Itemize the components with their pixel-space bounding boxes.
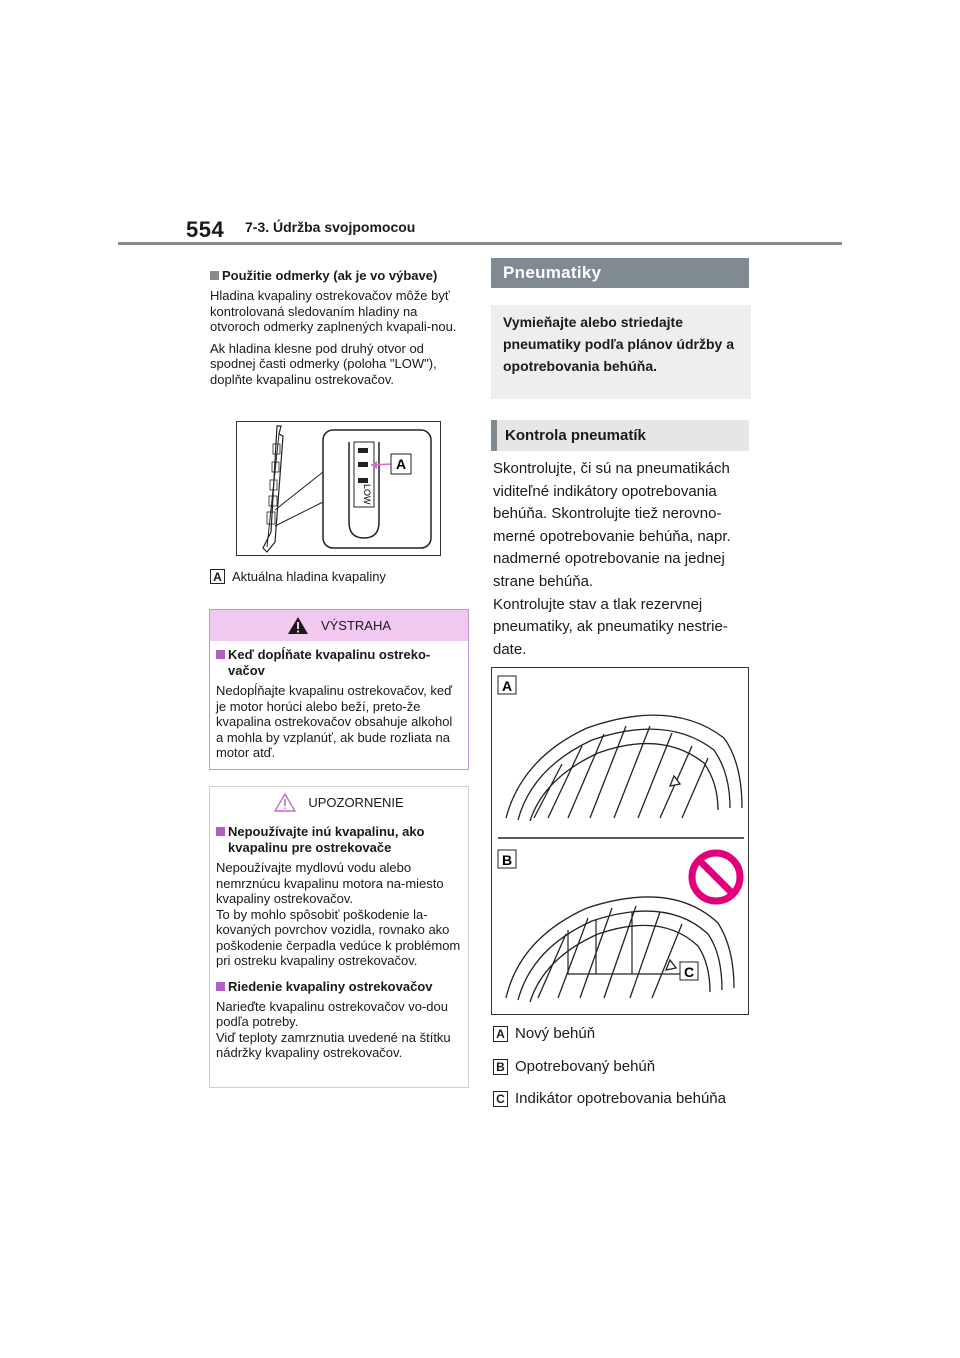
dipstick-illustration <box>237 422 440 555</box>
tires-intro: Vymieňajte alebo striedajte pneumatiky podľa plánov údržby a opotrebovania behúňa. <box>491 305 751 399</box>
warning-header <box>210 610 468 641</box>
warning-box <box>209 609 469 770</box>
label-a: A <box>501 678 513 694</box>
figure-caption <box>210 569 386 584</box>
caution-text-2: Narieďte kvapalinu ostrekovačov vo-dou podľa potreby. <box>216 998 449 1029</box>
tire-figure <box>491 667 749 1015</box>
label-c: C <box>683 964 695 980</box>
tire-check-title: Kontrola pneumatík <box>505 427 646 444</box>
washer-gauge-section <box>210 268 470 387</box>
caution-body <box>210 818 468 1061</box>
caution-triangle-icon <box>274 793 296 812</box>
warning-title: VÝSTRAHA <box>320 618 392 633</box>
gauge-para-2: Ak hladina klesne pod druhý otvor od spodnej časti odmerky (poloha "LOW"), doplňte kvapalinu ostrekovačov. <box>210 340 437 387</box>
caution-heading-2: Riedenie kvapaliny ostrekovačov <box>216 979 462 995</box>
callout-a: A <box>395 456 407 472</box>
gauge-para-1: Hladina kvapaliny ostrekovačov môže byť kontrolovaná sledovaním hladiny na otvoroch odmerky zaplnených kvapali-nou. <box>210 288 457 334</box>
warning-body <box>210 641 468 761</box>
bullet-square-icon <box>216 650 225 659</box>
gauge-heading: Použitie odmerky (ak je vo výbave) <box>210 268 470 284</box>
bullet-square-icon <box>216 982 225 991</box>
new-tire-drawing <box>506 715 742 821</box>
caution-heading-1: Nepoužívajte inú kvapalinu, ako kvapalinu pre ostrekovače <box>216 824 462 856</box>
caution-text-1: Nepoužívajte mydlovú vodu alebo nemrznúcu kvapalinu motora na-miesto kvapaliny ostrekovačov. <box>216 860 444 906</box>
caution-title: UPOZORNENIE <box>308 795 404 810</box>
low-marking: LOW <box>362 484 372 505</box>
accent-stripe <box>491 420 497 451</box>
tire-check-para-1: Skontrolujte, či sú na pneumatikách viditeľné indikátory opotrebovania behúňa. Skontrolujte tiež nerovno-merné opotrebovanie behúňa, napr. nadmerné opotrebovanie na jednej strane behúňa. <box>493 460 731 590</box>
section-heading: 7-3. Údržba svojpomocou <box>245 219 416 235</box>
page-number: 554 <box>186 217 225 242</box>
warning-triangle-icon <box>287 616 309 635</box>
tire-illustration <box>492 668 748 1014</box>
caption-label: A <box>210 569 225 584</box>
worn-tire-drawing <box>506 897 734 1002</box>
tire-check-bar <box>491 420 749 451</box>
caution-text-1b: To by mohlo spôsobiť poškodenie la-kovaných povrchov vozidla, rovnako ako poškodenie čerpadla vedúce k problémom pri ostreku kvapaliny ostrekovačov. <box>216 906 461 968</box>
caution-text-2b: Viď teploty zamrznutia uvedené na štítku nádržky kvapaliny ostrekovačov. <box>216 1029 451 1060</box>
bullet-square-icon <box>216 827 225 836</box>
caption-new-tread: A Nový behúň <box>493 1025 753 1042</box>
warning-text: Nedopĺňajte kvapalinu ostrekovačov, keď je motor horúci alebo beží, preto-že kvapalina ostrekovačov obsahuje alkohol a mohla by vzplanúť, ak bude rozliata na motor atď. <box>216 683 453 760</box>
tires-title-bar: Pneumatiky <box>491 258 749 288</box>
prohibition-icon <box>692 853 740 901</box>
caution-header <box>210 787 468 818</box>
warning-heading: Keď dopĺňate kvapalinu ostreko-vačov <box>216 647 462 679</box>
tire-check-text <box>493 458 753 661</box>
caption-wear-indicator: C Indikátor opotrebovania behúňa <box>493 1090 753 1107</box>
caption-text: Aktuálna hladina kvapaliny <box>232 569 386 584</box>
label-b: B <box>501 852 513 868</box>
tire-check-para-2: Kontrolujte stav a tlak rezervnej pneumatiky, ak pneumatiky nestrie-date. <box>493 595 728 658</box>
header-rule <box>118 242 842 245</box>
dipstick-figure <box>236 421 441 556</box>
caption-worn-tread: B Opotrebovaný behúň <box>493 1058 753 1075</box>
caution-box <box>209 786 469 1088</box>
indicator-pointers <box>568 912 680 974</box>
bullet-square-icon <box>210 271 219 280</box>
